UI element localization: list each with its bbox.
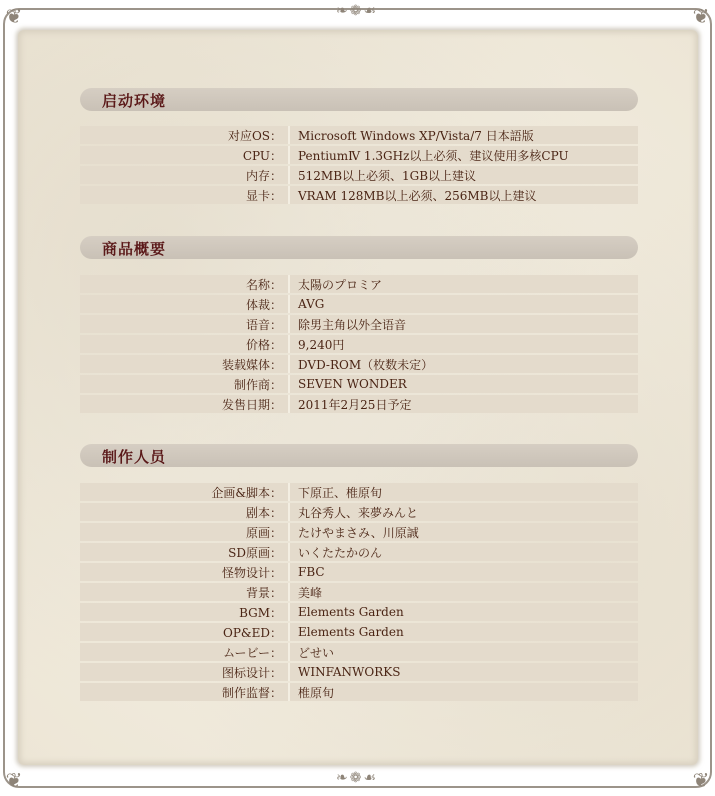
boot-table — [80, 124, 638, 206]
table-row — [80, 623, 638, 641]
row-value: DVD-ROM（枚数未定） — [290, 355, 638, 373]
table-row — [80, 503, 638, 521]
corner-ornament-icon: ❦ — [5, 4, 23, 28]
row-value: Microsoft Windows XP/Vista/7 日本語版 — [290, 126, 638, 144]
row-value: 美峰 — [290, 583, 638, 601]
row-label: 图标设计： — [80, 663, 288, 681]
row-label: OP&ED： — [80, 623, 288, 641]
row-label: 制作商： — [80, 375, 288, 393]
staff-table — [80, 481, 638, 703]
table-row — [80, 315, 638, 333]
row-value: FBC — [290, 563, 638, 581]
product-table — [80, 273, 638, 415]
row-label: 名称： — [80, 275, 288, 293]
table-row — [80, 543, 638, 561]
row-label: 内存： — [80, 166, 288, 184]
row-value: 除男主角以外全语音 — [290, 315, 638, 333]
bottom-ornament-icon: ❧❁☙ — [335, 770, 378, 786]
table-row — [80, 663, 638, 681]
table-row — [80, 166, 638, 184]
row-value: 下原正、椎原旬 — [290, 483, 638, 501]
row-label: 语音： — [80, 315, 288, 333]
table-row — [80, 295, 638, 313]
row-value: 丸谷秀人、来夢みんと — [290, 503, 638, 521]
row-label: 背景： — [80, 583, 288, 601]
table-row — [80, 375, 638, 393]
row-label: 原画： — [80, 523, 288, 541]
row-value: SEVEN WONDER — [290, 375, 638, 393]
row-value: WINFANWORKS — [290, 663, 638, 681]
row-value: VRAM 128MB以上必须、256MB以上建议 — [290, 186, 638, 204]
table-row — [80, 335, 638, 353]
row-label: 剧本： — [80, 503, 288, 521]
table-row — [80, 355, 638, 373]
row-value: どせい — [290, 643, 638, 661]
row-label: 怪物设计： — [80, 563, 288, 581]
table-row — [80, 186, 638, 204]
row-value: いくたたかのん — [290, 543, 638, 561]
row-label: 价格： — [80, 335, 288, 353]
row-value: Elements Garden — [290, 623, 638, 641]
table-row — [80, 126, 638, 144]
section-header-staff — [80, 444, 638, 467]
row-value: PentiumⅣ 1.3GHz以上必须、建议使用多核CPU — [290, 146, 638, 164]
row-value: 2011年2月25日予定 — [290, 395, 638, 413]
row-label: 装载媒体： — [80, 355, 288, 373]
table-row — [80, 603, 638, 621]
corner-ornament-icon: ❦ — [5, 768, 23, 792]
table-row — [80, 146, 638, 164]
row-label: 体裁： — [80, 295, 288, 313]
row-label: 企画&脚本： — [80, 483, 288, 501]
table-row — [80, 483, 638, 501]
row-label: BGM： — [80, 603, 288, 621]
table-row — [80, 523, 638, 541]
row-label: 制作监督： — [80, 683, 288, 701]
row-value: 9,240円 — [290, 335, 638, 353]
row-label: 显卡： — [80, 186, 288, 204]
table-row — [80, 395, 638, 413]
table-row — [80, 563, 638, 581]
corner-ornament-icon: ❦ — [692, 4, 710, 28]
row-label: ムービー： — [80, 643, 288, 661]
section-header-boot — [80, 88, 638, 111]
row-value: たけやまさみ、川原誠 — [290, 523, 638, 541]
table-row — [80, 275, 638, 293]
row-value: 太陽のプロミア — [290, 275, 638, 293]
table-row — [80, 583, 638, 601]
row-value: 椎原旬 — [290, 683, 638, 701]
row-value: AVG — [290, 295, 638, 313]
top-ornament-icon: ❧❁☙ — [335, 3, 378, 19]
row-label: 对应OS： — [80, 126, 288, 144]
section-title: 商品概要 — [102, 240, 167, 258]
row-label: SD原画： — [80, 543, 288, 561]
section-title: 制作人员 — [102, 448, 167, 466]
section-title: 启动环境 — [102, 92, 167, 110]
row-label: CPU： — [80, 146, 288, 164]
section-header-product — [80, 236, 638, 259]
row-value: 512MB以上必须、1GB以上建议 — [290, 166, 638, 184]
row-value: Elements Garden — [290, 603, 638, 621]
corner-ornament-icon: ❦ — [692, 768, 710, 792]
row-label: 发售日期： — [80, 395, 288, 413]
table-row — [80, 643, 638, 661]
table-row — [80, 683, 638, 701]
